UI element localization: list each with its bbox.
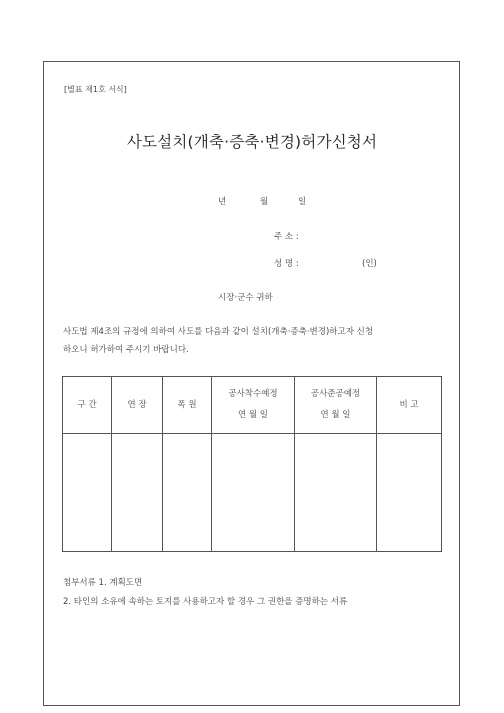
- statement-line-1: 사도법 제4조의 규정에 의하여 사도를 다음과 같이 설치(개축·증축·변경)하고자 신청: [63, 327, 374, 337]
- seal-mark: (인): [362, 259, 377, 269]
- form-number-label: [별표 제1호 서식]: [64, 85, 127, 94]
- date-year: 년: [218, 197, 227, 207]
- width-cell[interactable]: [163, 434, 212, 552]
- remarks-cell[interactable]: [377, 434, 442, 552]
- header-length: 연 장: [112, 377, 163, 434]
- application-date: [218, 195, 306, 207]
- header-width: 폭 원: [163, 377, 212, 434]
- attachment-item-1: 첨부서류 1. 계획도면: [63, 578, 143, 588]
- table-header-row: [63, 377, 442, 434]
- date-day: 일: [298, 197, 307, 207]
- table-row: [63, 434, 442, 552]
- section-cell[interactable]: [63, 434, 112, 552]
- date-month: 월: [260, 197, 269, 207]
- length-cell[interactable]: [112, 434, 163, 552]
- header-remarks: 비 고: [377, 377, 442, 434]
- statement-line-2: 하오니 허가하여 주시기 바랍니다.: [63, 345, 189, 355]
- road-schedule-table: [62, 376, 442, 552]
- header-section: 구 간: [63, 377, 112, 434]
- address-label: 주 소 :: [274, 232, 299, 242]
- attachment-item-2: 2. 타인의 소유에 속하는 토지를 사용하고자 할 경우 그 권한을 증명하는 서류: [63, 597, 348, 607]
- header-start-date: 공사착수예정 연 월 일: [212, 377, 295, 434]
- document-title: 사도설치(개축·증축·변경)허가신청서: [126, 133, 378, 151]
- completion-date-cell[interactable]: [295, 434, 377, 552]
- name-label: 성 명 :: [274, 259, 299, 269]
- header-completion-date: 공사준공예정 연 월 일: [295, 377, 377, 434]
- application-statement: [63, 323, 448, 359]
- addressee: 시장·군수 귀하: [218, 293, 273, 303]
- start-date-cell[interactable]: [212, 434, 295, 552]
